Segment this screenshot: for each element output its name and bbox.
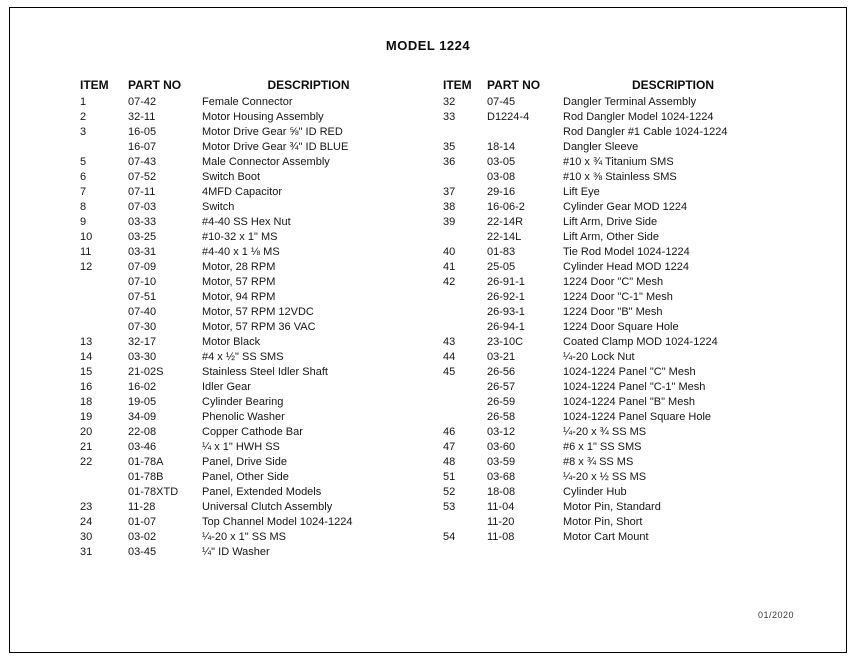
cell-part: 03-59 bbox=[487, 456, 516, 468]
table-row bbox=[80, 230, 415, 245]
cell-item: 20 bbox=[80, 426, 93, 438]
table-row bbox=[443, 470, 783, 485]
table-header-row bbox=[443, 78, 783, 93]
cell-part: 01-78XTD bbox=[128, 486, 179, 498]
cell-part: 03-33 bbox=[128, 216, 157, 228]
table-row bbox=[443, 500, 783, 515]
cell-item: 12 bbox=[80, 261, 93, 273]
cell-part: 22-08 bbox=[128, 426, 157, 438]
cell-item: 39 bbox=[443, 216, 456, 228]
table-row bbox=[80, 260, 415, 275]
cell-item bbox=[443, 305, 487, 320]
cell-desc: Tie Rod Model 1024-1224 bbox=[563, 246, 690, 258]
cell-desc: Dangler Sleeve bbox=[563, 141, 639, 153]
cell-desc: Panel, Drive Side bbox=[202, 456, 287, 468]
cell-desc: Top Channel Model 1024-1224 bbox=[202, 516, 353, 528]
table-row bbox=[80, 500, 415, 515]
cell-part: 11-04 bbox=[487, 501, 515, 513]
column-header-part-no: PART NO bbox=[487, 78, 541, 92]
cell-item: 6 bbox=[80, 171, 87, 183]
table-row bbox=[443, 260, 783, 275]
cell-item: 48 bbox=[443, 456, 456, 468]
table-body bbox=[443, 95, 783, 545]
cell-part: 26-57 bbox=[487, 381, 516, 393]
cell-desc: Motor, 57 RPM 12VDC bbox=[202, 306, 314, 318]
cell-desc: #4-40 x 1 ⅛ MS bbox=[202, 246, 280, 258]
cell-part: 32-11 bbox=[128, 111, 156, 123]
cell-part: 03-45 bbox=[128, 546, 157, 558]
table-row bbox=[443, 515, 783, 530]
cell-part: 16-05 bbox=[128, 126, 157, 138]
table-row bbox=[443, 530, 783, 545]
cell-part: 07-09 bbox=[128, 261, 157, 273]
cell-item: 42 bbox=[443, 276, 456, 288]
table-row bbox=[443, 170, 783, 185]
cell-part: 03-68 bbox=[487, 471, 516, 483]
cell-part bbox=[487, 125, 563, 140]
cell-desc: Motor Drive Gear ¾" ID BLUE bbox=[202, 141, 349, 153]
table-row bbox=[80, 155, 415, 170]
revision-date: 01/2020 bbox=[758, 610, 795, 620]
cell-item: 47 bbox=[443, 441, 456, 453]
column-header-item: ITEM bbox=[443, 78, 472, 92]
cell-item: 31 bbox=[80, 546, 93, 558]
cell-part: 23-10C bbox=[487, 336, 524, 348]
cell-desc: #10 x ¾ Titanium SMS bbox=[563, 156, 674, 168]
table-row bbox=[80, 410, 415, 425]
cell-item bbox=[80, 305, 128, 320]
parts-table-left bbox=[80, 78, 415, 560]
table-row bbox=[443, 485, 783, 500]
cell-part: 16-06-2 bbox=[487, 201, 525, 213]
cell-desc: Coated Clamp MOD 1024-1224 bbox=[563, 336, 718, 348]
cell-part: 07-40 bbox=[128, 306, 157, 318]
cell-desc: Phenolic Washer bbox=[202, 411, 285, 423]
cell-desc: 1224 Door "C-1" Mesh bbox=[563, 291, 673, 303]
cell-desc: Panel, Other Side bbox=[202, 471, 289, 483]
cell-item: 33 bbox=[443, 111, 456, 123]
cell-item: 45 bbox=[443, 366, 456, 378]
cell-item: 38 bbox=[443, 201, 456, 213]
cell-item: 36 bbox=[443, 156, 456, 168]
cell-desc: Lift Arm, Drive Side bbox=[563, 216, 658, 228]
cell-item bbox=[443, 395, 487, 410]
cell-item: 24 bbox=[80, 516, 93, 528]
table-row bbox=[80, 440, 415, 455]
cell-desc: Motor Pin, Short bbox=[563, 516, 643, 528]
cell-desc: #4 x ½" SS SMS bbox=[202, 351, 284, 363]
table-row bbox=[443, 230, 783, 245]
cell-item: 23 bbox=[80, 501, 93, 513]
cell-item: 14 bbox=[80, 351, 93, 363]
cell-part: 03-60 bbox=[487, 441, 516, 453]
cell-item: 51 bbox=[443, 471, 456, 483]
cell-part: 21-02S bbox=[128, 366, 164, 378]
cell-desc: 1224 Door "C" Mesh bbox=[563, 276, 664, 288]
table-row bbox=[80, 350, 415, 365]
cell-desc: Panel, Extended Models bbox=[202, 486, 322, 498]
cell-desc: #8 x ¾ SS MS bbox=[563, 456, 634, 468]
cell-part: 03-05 bbox=[487, 156, 516, 168]
cell-part: 01-78B bbox=[128, 471, 164, 483]
table-row bbox=[80, 335, 415, 350]
cell-item: 21 bbox=[80, 441, 93, 453]
cell-part: 26-58 bbox=[487, 411, 516, 423]
cell-desc: Motor Cart Mount bbox=[563, 531, 649, 543]
cell-desc: Lift Arm, Other Side bbox=[563, 231, 659, 243]
cell-part: 18-08 bbox=[487, 486, 516, 498]
cell-part: 22-14R bbox=[487, 216, 524, 228]
table-row bbox=[443, 365, 783, 380]
table-row bbox=[443, 140, 783, 155]
table-row bbox=[80, 365, 415, 380]
table-row bbox=[443, 380, 783, 395]
cell-desc: Cylinder Hub bbox=[563, 486, 627, 498]
cell-item: 22 bbox=[80, 456, 93, 468]
cell-item: 53 bbox=[443, 501, 456, 513]
cell-desc: ¼-20 Lock Nut bbox=[563, 351, 635, 363]
table-row bbox=[443, 125, 783, 140]
cell-part: 07-11 bbox=[128, 186, 156, 198]
cell-part: 07-30 bbox=[128, 321, 157, 333]
table-row bbox=[80, 110, 415, 125]
cell-desc: 1024-1224 Panel "C" Mesh bbox=[563, 366, 696, 378]
cell-item: 52 bbox=[443, 486, 456, 498]
cell-part: 03-30 bbox=[128, 351, 157, 363]
cell-desc: Rod Dangler #1 Cable 1024-1224 bbox=[563, 126, 728, 138]
table-row bbox=[80, 215, 415, 230]
cell-desc: Female Connector bbox=[202, 96, 293, 108]
cell-desc: Cylinder Gear MOD 1224 bbox=[563, 201, 688, 213]
cell-desc: Motor Black bbox=[202, 336, 261, 348]
cell-item: 11 bbox=[80, 246, 92, 258]
cell-part: 07-45 bbox=[487, 96, 516, 108]
cell-part: 26-93-1 bbox=[487, 306, 525, 318]
cell-item: 41 bbox=[443, 261, 456, 273]
table-row bbox=[443, 425, 783, 440]
cell-desc: Universal Clutch Assembly bbox=[202, 501, 333, 513]
cell-part: 03-21 bbox=[487, 351, 516, 363]
cell-item bbox=[443, 290, 487, 305]
table-row bbox=[443, 395, 783, 410]
cell-item: 54 bbox=[443, 531, 456, 543]
cell-item: 37 bbox=[443, 186, 456, 198]
cell-item: 8 bbox=[80, 201, 87, 213]
cell-desc: ¼" ID Washer bbox=[202, 546, 270, 558]
cell-item bbox=[80, 320, 128, 335]
table-row bbox=[443, 290, 783, 305]
cell-desc: Motor Pin, Standard bbox=[563, 501, 661, 513]
cell-desc: Cylinder Head MOD 1224 bbox=[563, 261, 689, 273]
cell-desc: Motor, 94 RPM bbox=[202, 291, 276, 303]
table-header-row bbox=[80, 78, 415, 93]
table-row bbox=[80, 305, 415, 320]
cell-part: 03-46 bbox=[128, 441, 157, 453]
cell-part: 01-07 bbox=[128, 516, 157, 528]
table-row bbox=[80, 125, 415, 140]
cell-desc: ¼-20 x ¾ SS MS bbox=[563, 426, 647, 438]
cell-desc: Rod Dangler Model 1024-1224 bbox=[563, 111, 714, 123]
cell-item bbox=[80, 290, 128, 305]
cell-desc: 1224 Door Square Hole bbox=[563, 321, 679, 333]
table-body bbox=[80, 95, 415, 560]
cell-part: 11-08 bbox=[487, 531, 515, 543]
cell-part: 03-25 bbox=[128, 231, 157, 243]
table-row bbox=[443, 440, 783, 455]
table-row bbox=[80, 200, 415, 215]
cell-part: 25-05 bbox=[487, 261, 516, 273]
cell-desc: Switch Boot bbox=[202, 171, 261, 183]
cell-item: 19 bbox=[80, 411, 93, 423]
cell-part: 11-20 bbox=[487, 516, 515, 528]
cell-item bbox=[443, 170, 487, 185]
table-row bbox=[443, 410, 783, 425]
cell-desc: Switch bbox=[202, 201, 235, 213]
table-row bbox=[80, 395, 415, 410]
table-row bbox=[443, 275, 783, 290]
column-header-description: DESCRIPTION bbox=[267, 78, 350, 92]
cell-item bbox=[80, 275, 128, 290]
cell-item bbox=[443, 410, 487, 425]
table-row bbox=[80, 170, 415, 185]
table-row bbox=[443, 245, 783, 260]
cell-desc: Motor, 57 RPM bbox=[202, 276, 276, 288]
cell-part: D1224-4 bbox=[487, 111, 530, 123]
table-row bbox=[80, 140, 415, 155]
cell-item: 5 bbox=[80, 156, 87, 168]
cell-part: 11-28 bbox=[128, 501, 156, 513]
table-row bbox=[443, 305, 783, 320]
table-row bbox=[443, 350, 783, 365]
cell-item: 30 bbox=[80, 531, 93, 543]
table-row bbox=[80, 470, 415, 485]
cell-item bbox=[443, 230, 487, 245]
cell-desc: 1024-1224 Panel "B" Mesh bbox=[563, 396, 695, 408]
table-row bbox=[443, 155, 783, 170]
cell-desc: 1224 Door "B" Mesh bbox=[563, 306, 663, 318]
table-row bbox=[443, 200, 783, 215]
cell-desc: #6 x 1" SS SMS bbox=[563, 441, 642, 453]
cell-item: 7 bbox=[80, 186, 87, 198]
table-row bbox=[443, 455, 783, 470]
cell-part: 34-09 bbox=[128, 411, 157, 423]
table-row bbox=[443, 215, 783, 230]
table-row bbox=[80, 320, 415, 335]
cell-desc: ¼-20 x ½ SS MS bbox=[563, 471, 647, 483]
table-row bbox=[80, 545, 415, 560]
cell-item: 46 bbox=[443, 426, 456, 438]
page-title: MODEL 1224 bbox=[385, 38, 471, 53]
table-row bbox=[80, 245, 415, 260]
cell-item: 15 bbox=[80, 366, 93, 378]
table-row bbox=[443, 320, 783, 335]
cell-desc: ¼-20 x 1" SS MS bbox=[202, 531, 286, 543]
cell-desc: Dangler Terminal Assembly bbox=[563, 96, 697, 108]
table-row bbox=[80, 380, 415, 395]
cell-desc: 1024-1224 Panel Square Hole bbox=[563, 411, 712, 423]
cell-part: 01-83 bbox=[487, 246, 516, 258]
cell-desc: Motor, 57 RPM 36 VAC bbox=[202, 321, 316, 333]
cell-desc: Copper Cathode Bar bbox=[202, 426, 303, 438]
column-header-part-no: PART NO bbox=[128, 78, 182, 92]
cell-item: 43 bbox=[443, 336, 456, 348]
cell-part: 26-56 bbox=[487, 366, 516, 378]
cell-part: 26-91-1 bbox=[487, 276, 525, 288]
cell-item bbox=[443, 515, 487, 530]
cell-desc: ¼ x 1" HWH SS bbox=[202, 441, 280, 453]
cell-item: 35 bbox=[443, 141, 456, 153]
cell-part: 16-07 bbox=[128, 141, 157, 153]
cell-part: 03-31 bbox=[128, 246, 157, 258]
cell-desc: #4-40 SS Hex Nut bbox=[202, 216, 291, 228]
cell-part: 03-12 bbox=[487, 426, 516, 438]
table-row bbox=[443, 335, 783, 350]
cell-desc: Male Connector Assembly bbox=[202, 156, 330, 168]
cell-item: 44 bbox=[443, 351, 456, 363]
cell-item: 2 bbox=[80, 111, 87, 123]
table-row bbox=[80, 290, 415, 305]
cell-desc: Stainless Steel Idler Shaft bbox=[202, 366, 328, 378]
cell-item: 16 bbox=[80, 381, 93, 393]
cell-item bbox=[443, 320, 487, 335]
table-row bbox=[80, 95, 415, 110]
cell-part: 07-42 bbox=[128, 96, 157, 108]
cell-desc: #10 x ⅜ Stainless SMS bbox=[563, 171, 677, 183]
cell-desc: 4MFD Capacitor bbox=[202, 186, 283, 198]
table-row bbox=[80, 185, 415, 200]
cell-part: 32-17 bbox=[128, 336, 157, 348]
cell-item bbox=[443, 380, 487, 395]
cell-item: 13 bbox=[80, 336, 93, 348]
cell-desc: Motor, 28 RPM bbox=[202, 261, 276, 273]
cell-part: 07-10 bbox=[128, 276, 157, 288]
cell-item bbox=[80, 485, 128, 500]
cell-part: 07-52 bbox=[128, 171, 157, 183]
parts-table-right bbox=[443, 78, 783, 545]
cell-part: 03-02 bbox=[128, 531, 157, 543]
cell-part: 07-43 bbox=[128, 156, 157, 168]
cell-part: 01-78A bbox=[128, 456, 164, 468]
table-row bbox=[80, 515, 415, 530]
cell-part: 29-16 bbox=[487, 186, 516, 198]
cell-item: 40 bbox=[443, 246, 456, 258]
cell-part: 16-02 bbox=[128, 381, 157, 393]
cell-desc: Cylinder Bearing bbox=[202, 396, 284, 408]
cell-part: 07-51 bbox=[128, 291, 157, 303]
table-row bbox=[80, 485, 415, 500]
cell-desc: Idler Gear bbox=[202, 381, 251, 393]
cell-desc: 1024-1224 Panel "C-1" Mesh bbox=[563, 381, 706, 393]
cell-item: 32 bbox=[443, 96, 456, 108]
cell-item: 3 bbox=[80, 126, 87, 138]
table-row bbox=[443, 95, 783, 110]
cell-item: 18 bbox=[80, 396, 93, 408]
table-row bbox=[443, 185, 783, 200]
cell-item bbox=[80, 470, 128, 485]
cell-part: 22-14L bbox=[487, 231, 522, 243]
cell-item bbox=[443, 125, 487, 140]
column-header-description: DESCRIPTION bbox=[631, 78, 714, 92]
cell-desc: Lift Eye bbox=[563, 186, 600, 198]
table-row bbox=[80, 455, 415, 470]
cell-part: 26-59 bbox=[487, 396, 516, 408]
cell-desc: #10-32 x 1" MS bbox=[202, 231, 278, 243]
cell-desc: Motor Housing Assembly bbox=[202, 111, 324, 123]
cell-item: 9 bbox=[80, 216, 87, 228]
cell-desc: Motor Drive Gear ⅝" ID RED bbox=[202, 126, 343, 138]
table-row bbox=[443, 110, 783, 125]
cell-part: 26-92-1 bbox=[487, 291, 525, 303]
cell-part: 03-08 bbox=[487, 171, 516, 183]
cell-part: 18-14 bbox=[487, 141, 516, 153]
column-header-item: ITEM bbox=[80, 78, 109, 92]
table-row bbox=[80, 530, 415, 545]
cell-item bbox=[80, 140, 128, 155]
table-row bbox=[80, 425, 415, 440]
cell-item: 10 bbox=[80, 231, 93, 243]
cell-part: 07-03 bbox=[128, 201, 157, 213]
cell-part: 26-94-1 bbox=[487, 321, 525, 333]
table-row bbox=[80, 275, 415, 290]
cell-item: 1 bbox=[80, 96, 87, 108]
cell-part: 19-05 bbox=[128, 396, 157, 408]
